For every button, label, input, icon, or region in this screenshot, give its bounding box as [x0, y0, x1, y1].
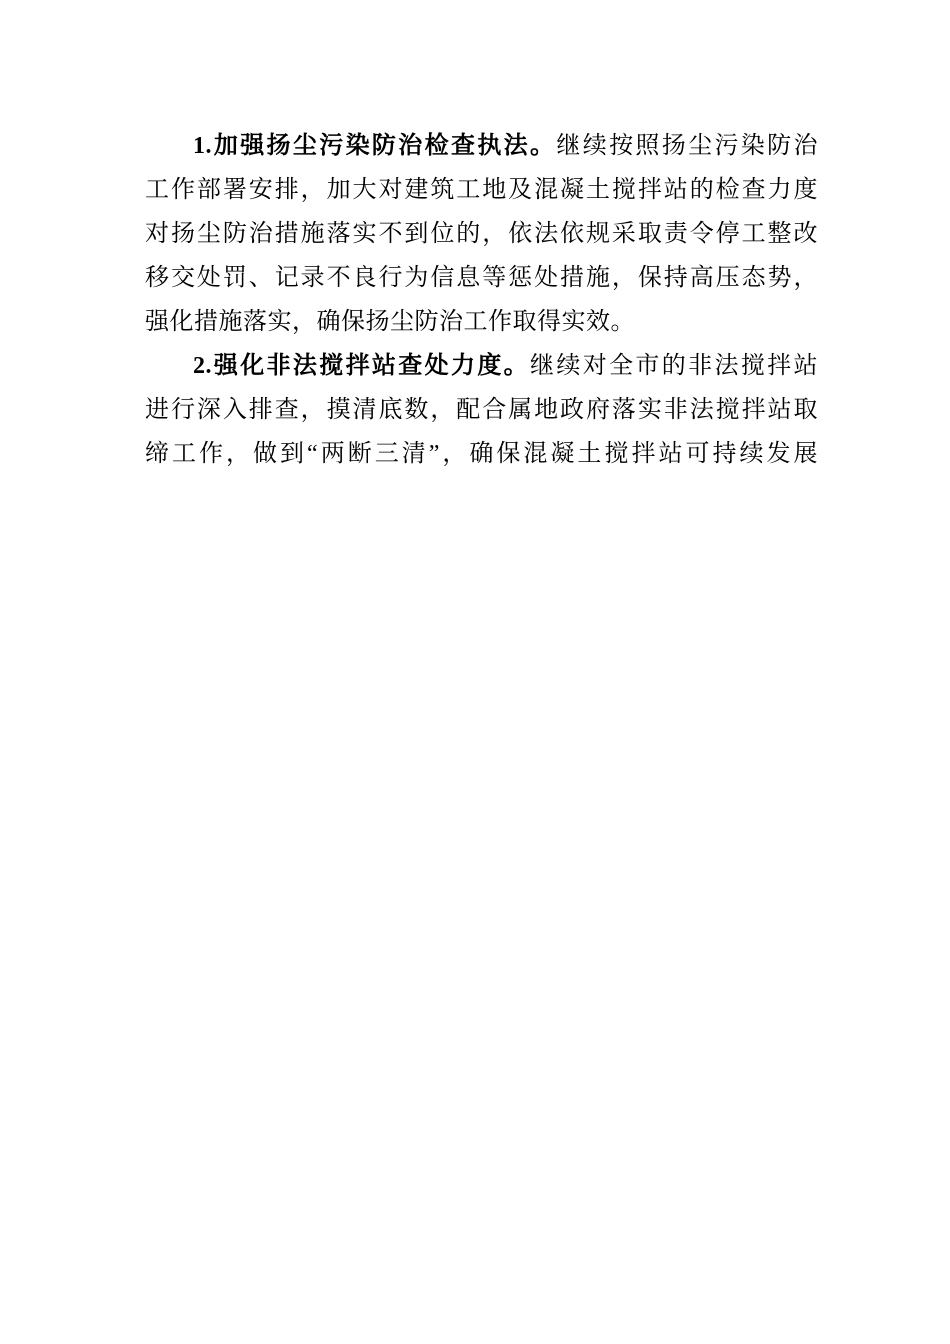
document-body — [145, 124, 818, 476]
paragraph-2-line-3-text: 缔工作，做到“两断三清”，确保混凝土搅拌站可持续发展 — [145, 441, 818, 467]
paragraph-1-line-2-text: 工作部署安排，加大对建筑工地及混凝土搅拌站的检查力度 — [145, 177, 818, 203]
text-line — [145, 212, 818, 256]
text-line — [145, 168, 818, 212]
paragraph-2-line-2-text: 进行深入排查，摸清底数，配合属地政府落实非法搅拌站取 — [145, 397, 818, 423]
paragraph-1-bold-lead: 1.加强扬尘污染防治检查执法。 — [193, 133, 557, 159]
paragraph-1-line-1-text: 继续按照扬尘污染防治 — [556, 133, 818, 159]
text-line — [145, 388, 818, 432]
paragraph-1-line-4-text: 移交处罚、记录不良行为信息等惩处措施，保持高压态势， — [145, 265, 818, 291]
text-line — [145, 432, 818, 476]
text-line — [145, 256, 818, 300]
paragraph-1-line-3-text: 对扬尘防治措施落实不到位的，依法依规采取责令停工整改 — [145, 221, 818, 247]
text-line — [145, 300, 818, 344]
text-line — [145, 124, 818, 168]
paragraph-2-line-1-text: 继续对全市的非法搅拌站 — [530, 353, 818, 379]
text-line — [145, 344, 818, 388]
paragraph-2-bold-lead: 2.强化非法搅拌站查处力度。 — [193, 353, 531, 379]
paragraph-1-line-5-text: 强化措施落实，确保扬尘防治工作取得实效。 — [145, 309, 635, 335]
paragraph-2 — [145, 344, 818, 476]
paragraph-1 — [145, 124, 818, 344]
